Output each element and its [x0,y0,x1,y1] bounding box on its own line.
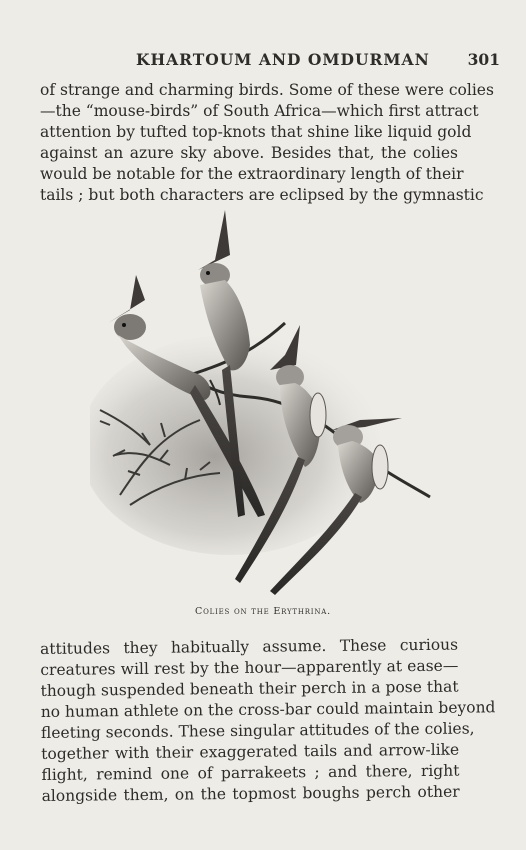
text-line: creatures will rest by the hour—apparently at ease— [40,656,459,679]
text-line: attitudes they habitually assume. These curious [40,635,459,658]
text-line: attention by tufted top-knots that shine like liquid gold [40,123,472,141]
bottom-paragraph [40,635,496,807]
text-line: alongside them, on the topmost boughs perch other [41,782,460,805]
text-line: together with their exaggerated tails and arrow-like [41,740,460,763]
colies-engraving [90,205,440,600]
text-line: fleeting seconds. These singular attitudes of the colies, [40,719,475,742]
figure-caption: Colies on the Erythrina. [195,606,331,617]
text-line: no human athlete on the cross-bar could maintain beyond [40,698,496,721]
text-line: against an azure sky above. Besides that, the colies [40,144,458,162]
text-line: though suspended beneath their perch in a pose that [40,677,459,700]
text-line: tails ; but both characters are eclipsed by the gymnastic [40,186,484,204]
text-line: would be notable for the extraordinary length of their [40,165,464,183]
text-line: flight, remind one of parrakeets ; and there, right [41,761,460,784]
running-title: KHARTOUM AND OMDURMAN [136,50,430,69]
bird-illustration [90,205,440,600]
page-number: 301 [467,50,500,69]
page-header [40,50,500,72]
text-line: —the “mouse-birds” of South Africa—which first attract [40,102,479,120]
top-paragraph [40,80,494,206]
text-line: of strange and charming birds. Some of these were colies [40,81,494,99]
